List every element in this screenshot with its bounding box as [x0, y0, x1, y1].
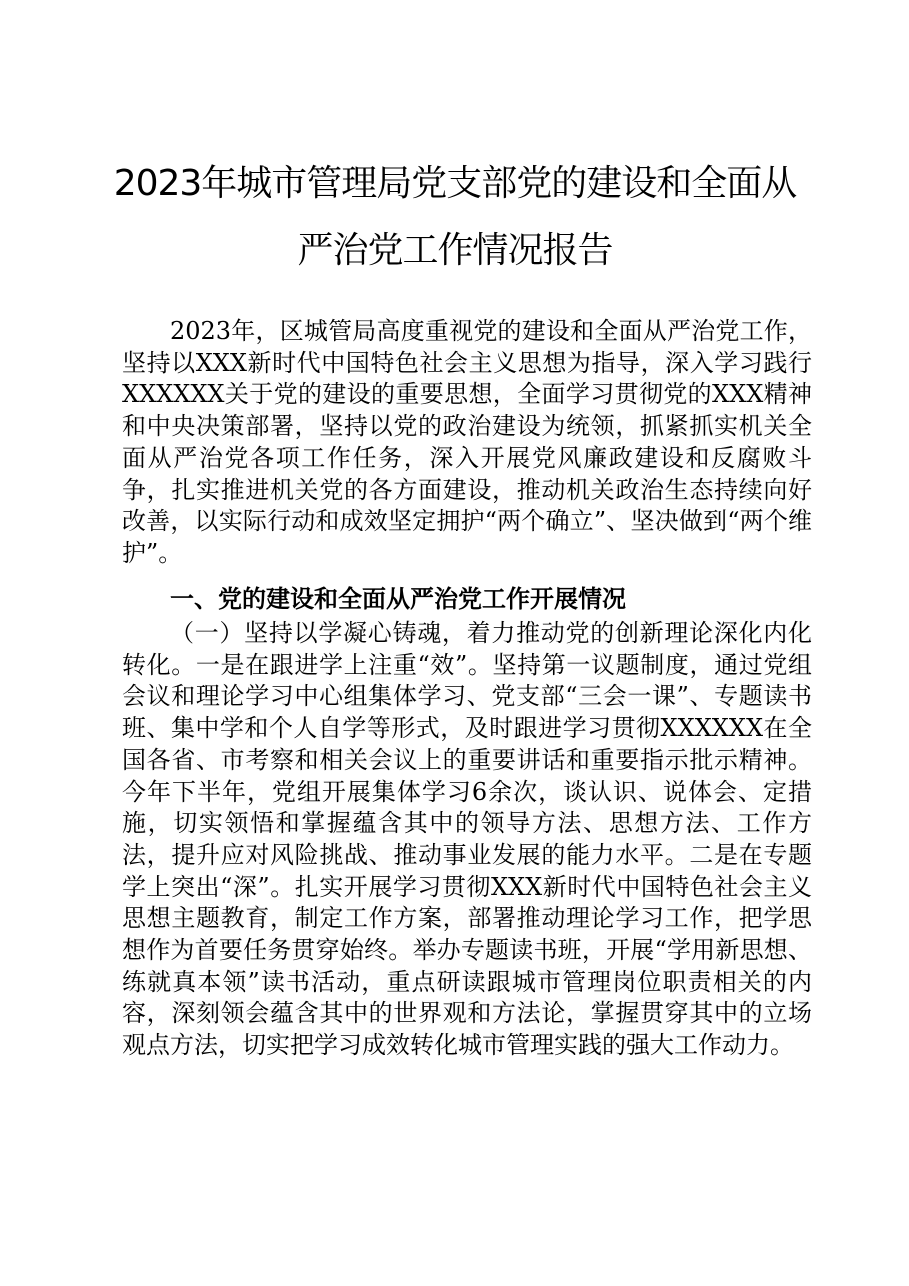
document-title-line-1: 2023年城市管理局党支部党的建设和全面从 [113, 163, 797, 204]
section-heading: 一、党的建设和全面从严治党工作开展情况 [170, 585, 626, 613]
intro-paragraph: 2023年，区城管局高度重视党的建设和全面从严治党工作，坚持以XXX新时代中国特色社会主义思想为指导，深入学习践行XXXXXX关于党的建设的重要思想，全面学习贯彻党的XXX精神和中央决策部署，坚持以党的政治建设为统领，抓紧抓实机关全面从严治党各项工作任务，深入开展党风廉政建设和反腐败斗争，扎实推进机关党的各方面建设，推动机关政治生态持续向好改善，以实际行动和成效坚定拥护“两个确立”、坚决做到“两个维护”。 [122, 317, 812, 567]
document-title-line-2: 严治党工作情况报告 [297, 230, 613, 271]
body-paragraph: （一）坚持以学凝心铸魂，着力推动党的创新理论深化内化转化。一是在跟进学上注重“效”。坚持第一议题制度，通过党组会议和理论学习中心组集体学习、党支部“三会一课”、专题读书班、集中学和个人自学等形式，及时跟进学习贯彻XXXXXX在全国各省、市考察和相关会议上的重要讲话和重要指示批示精神。今年下半年，党组开展集体学习6余次，谈认识、说体会、定措施，切实领悟和掌握蕴含其中的领导方法、思想方法、工作方法，提升应对风险挑战、推动事业发展的能力水平。二是在专题学上突出“深”。扎实开展学习贯彻XXX新时代中国特色社会主义思想主题教育，制定工作方案，部署推动理论学习工作，把学思想作为首要任务贯穿始终。举办专题读书班，开展“学用新思想、练就真本领”读书活动，重点研读跟城市管理岗位职责相关的内容，深刻领会蕴含其中的世界观和方法论，掌握贯穿其中的立场观点方法，切实把学习成效转化城市管理实践的强大工作动力。 [122, 619, 812, 1060]
